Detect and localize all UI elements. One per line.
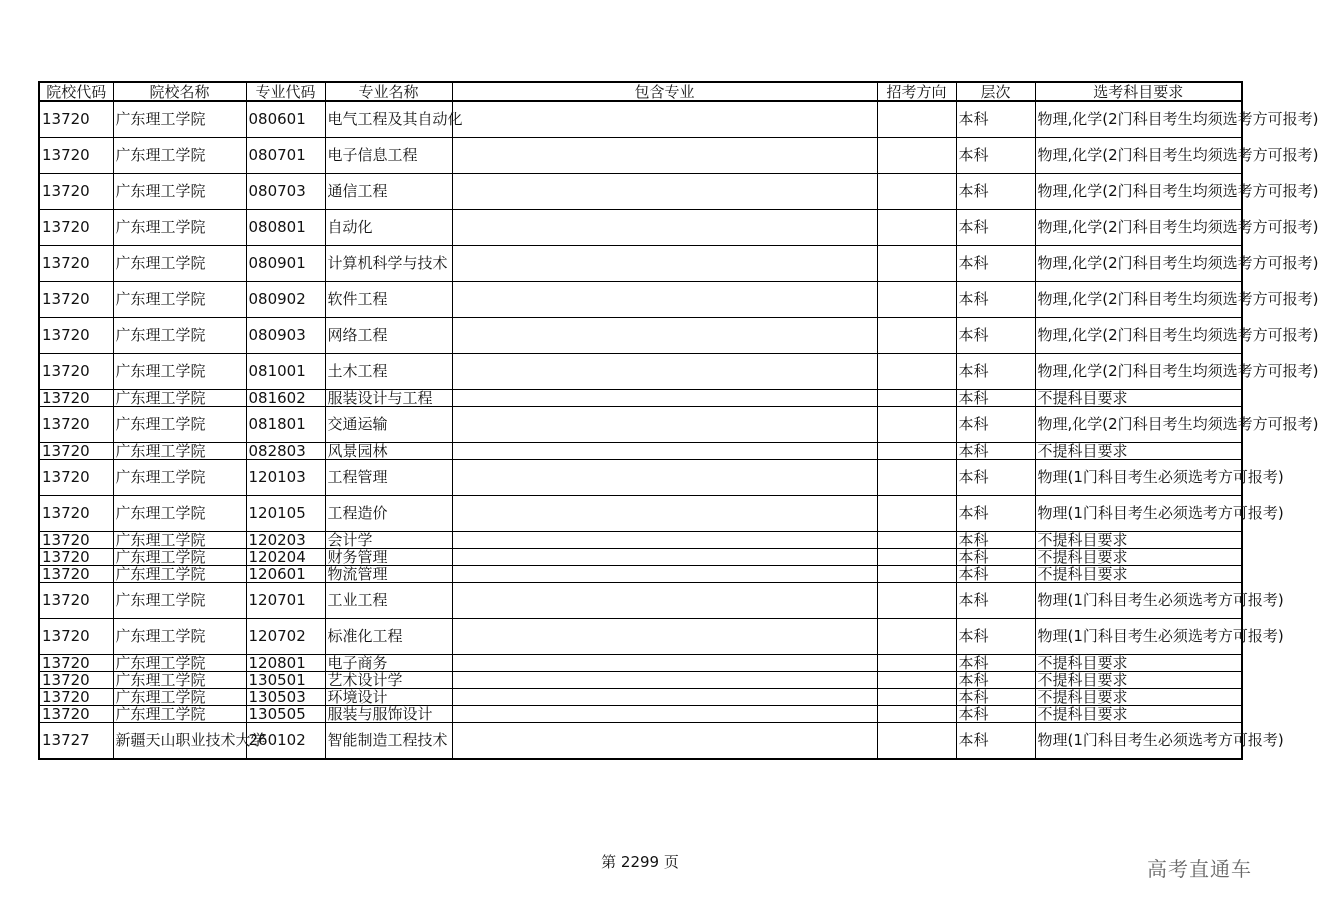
- cell-level: 本科: [956, 174, 1035, 210]
- cell-school-name: 广东理工学院: [113, 246, 246, 282]
- cell-level: 本科: [956, 101, 1035, 138]
- cell-school-code: 13720: [39, 318, 113, 354]
- cell-major-code: 080701: [246, 138, 325, 174]
- cell-school-code: 13727: [39, 723, 113, 760]
- cell-requirement: 物理(1门科目考生必须选考方可报考): [1035, 583, 1242, 619]
- cell-includes: [452, 460, 877, 496]
- table-row: [39, 246, 1242, 282]
- cell-includes: [452, 101, 877, 138]
- cell-requirement: 物理,化学(2门科目考生均须选考方可报考): [1035, 354, 1242, 390]
- cell-school-name: 广东理工学院: [113, 443, 246, 460]
- cell-major-code: 080901: [246, 246, 325, 282]
- cell-school-code: 13720: [39, 138, 113, 174]
- cell-major-name: 物流管理: [325, 566, 452, 583]
- cell-school-name: 广东理工学院: [113, 549, 246, 566]
- cell-major-code: 260102: [246, 723, 325, 760]
- cell-direction: [877, 689, 956, 706]
- cell-level: 本科: [956, 354, 1035, 390]
- table-row: [39, 496, 1242, 532]
- cell-level: 本科: [956, 706, 1035, 723]
- cell-school-code: 13720: [39, 532, 113, 549]
- cell-school-name: 广东理工学院: [113, 407, 246, 443]
- cell-includes: [452, 619, 877, 655]
- cell-school-name: 广东理工学院: [113, 496, 246, 532]
- cell-direction: [877, 246, 956, 282]
- cell-level: 本科: [956, 443, 1035, 460]
- cell-direction: [877, 496, 956, 532]
- cell-school-name: 广东理工学院: [113, 354, 246, 390]
- header-major-name: 专业名称: [325, 82, 452, 101]
- cell-major-name: 工程管理: [325, 460, 452, 496]
- cell-school-name: 广东理工学院: [113, 706, 246, 723]
- cell-requirement: 不提科目要求: [1035, 655, 1242, 672]
- cell-direction: [877, 138, 956, 174]
- cell-major-code: 080902: [246, 282, 325, 318]
- table-row: [39, 101, 1242, 138]
- cell-major-name: 交通运输: [325, 407, 452, 443]
- header-includes: 包含专业: [452, 82, 877, 101]
- cell-major-code: 080703: [246, 174, 325, 210]
- cell-major-name: 服装与服饰设计: [325, 706, 452, 723]
- cell-school-code: 13720: [39, 282, 113, 318]
- cell-school-name: 广东理工学院: [113, 282, 246, 318]
- cell-level: 本科: [956, 655, 1035, 672]
- cell-level: 本科: [956, 407, 1035, 443]
- table-row: [39, 460, 1242, 496]
- table-row: [39, 282, 1242, 318]
- cell-direction: [877, 583, 956, 619]
- cell-includes: [452, 443, 877, 460]
- table-row: [39, 655, 1242, 672]
- cell-requirement: 不提科目要求: [1035, 390, 1242, 407]
- cell-major-name: 工程造价: [325, 496, 452, 532]
- table-row: [39, 138, 1242, 174]
- cell-major-name: 会计学: [325, 532, 452, 549]
- cell-direction: [877, 532, 956, 549]
- cell-level: 本科: [956, 496, 1035, 532]
- table-row: [39, 549, 1242, 566]
- cell-includes: [452, 689, 877, 706]
- cell-major-name: 风景园林: [325, 443, 452, 460]
- cell-direction: [877, 549, 956, 566]
- table-row: [39, 532, 1242, 549]
- cell-school-name: 广东理工学院: [113, 174, 246, 210]
- cell-school-name: 广东理工学院: [113, 619, 246, 655]
- cell-major-code: 120601: [246, 566, 325, 583]
- cell-requirement: 物理,化学(2门科目考生均须选考方可报考): [1035, 174, 1242, 210]
- cell-school-code: 13720: [39, 689, 113, 706]
- cell-school-name: 新疆天山职业技术大学: [113, 723, 246, 760]
- cell-direction: [877, 407, 956, 443]
- cell-major-code: 120702: [246, 619, 325, 655]
- cell-major-code: 130505: [246, 706, 325, 723]
- cell-school-name: 广东理工学院: [113, 101, 246, 138]
- cell-major-name: 电子商务: [325, 655, 452, 672]
- cell-level: 本科: [956, 583, 1035, 619]
- cell-requirement: 物理(1门科目考生必须选考方可报考): [1035, 460, 1242, 496]
- cell-major-code: 080601: [246, 101, 325, 138]
- cell-requirement: 不提科目要求: [1035, 689, 1242, 706]
- cell-requirement: 物理,化学(2门科目考生均须选考方可报考): [1035, 210, 1242, 246]
- cell-major-code: 120701: [246, 583, 325, 619]
- cell-level: 本科: [956, 619, 1035, 655]
- cell-major-code: 130503: [246, 689, 325, 706]
- cell-requirement: 物理(1门科目考生必须选考方可报考): [1035, 619, 1242, 655]
- cell-requirement: 不提科目要求: [1035, 672, 1242, 689]
- cell-school-name: 广东理工学院: [113, 390, 246, 407]
- cell-school-code: 13720: [39, 672, 113, 689]
- cell-direction: [877, 672, 956, 689]
- cell-school-code: 13720: [39, 407, 113, 443]
- table-header: [39, 82, 1242, 101]
- cell-includes: [452, 583, 877, 619]
- cell-direction: [877, 174, 956, 210]
- cell-major-name: 通信工程: [325, 174, 452, 210]
- table-row: [39, 672, 1242, 689]
- cell-direction: [877, 390, 956, 407]
- cell-major-name: 工业工程: [325, 583, 452, 619]
- cell-direction: [877, 210, 956, 246]
- cell-major-name: 艺术设计学: [325, 672, 452, 689]
- table-row: [39, 583, 1242, 619]
- cell-requirement: 物理,化学(2门科目考生均须选考方可报考): [1035, 282, 1242, 318]
- cell-direction: [877, 706, 956, 723]
- cell-direction: [877, 354, 956, 390]
- table-row: [39, 443, 1242, 460]
- cell-requirement: 不提科目要求: [1035, 706, 1242, 723]
- table-row: [39, 318, 1242, 354]
- cell-level: 本科: [956, 460, 1035, 496]
- cell-major-name: 电气工程及其自动化: [325, 101, 452, 138]
- cell-level: 本科: [956, 318, 1035, 354]
- cell-school-code: 13720: [39, 655, 113, 672]
- cell-requirement: 物理,化学(2门科目考生均须选考方可报考): [1035, 318, 1242, 354]
- cell-includes: [452, 138, 877, 174]
- cell-includes: [452, 723, 877, 760]
- cell-direction: [877, 723, 956, 760]
- cell-major-name: 标准化工程: [325, 619, 452, 655]
- cell-major-name: 财务管理: [325, 549, 452, 566]
- table-row: [39, 407, 1242, 443]
- header-major-code: 专业代码: [246, 82, 325, 101]
- cell-major-code: 130501: [246, 672, 325, 689]
- cell-includes: [452, 318, 877, 354]
- cell-includes: [452, 549, 877, 566]
- cell-major-code: 081801: [246, 407, 325, 443]
- cell-level: 本科: [956, 549, 1035, 566]
- cell-major-code: 120105: [246, 496, 325, 532]
- cell-includes: [452, 496, 877, 532]
- cell-direction: [877, 460, 956, 496]
- cell-includes: [452, 407, 877, 443]
- cell-includes: [452, 246, 877, 282]
- cell-includes: [452, 354, 877, 390]
- cell-direction: [877, 566, 956, 583]
- cell-school-code: 13720: [39, 210, 113, 246]
- cell-school-code: 13720: [39, 496, 113, 532]
- watermark-logo-text: 高考直通车: [1147, 857, 1252, 881]
- cell-school-name: 广东理工学院: [113, 689, 246, 706]
- cell-major-name: 电子信息工程: [325, 138, 452, 174]
- cell-level: 本科: [956, 566, 1035, 583]
- table-body: [39, 101, 1319, 759]
- cell-level: 本科: [956, 210, 1035, 246]
- cell-school-name: 广东理工学院: [113, 583, 246, 619]
- cell-school-name: 广东理工学院: [113, 460, 246, 496]
- cell-major-code: 120204: [246, 549, 325, 566]
- table-row: [39, 566, 1242, 583]
- header-level: 层次: [956, 82, 1035, 101]
- cell-major-code: 081001: [246, 354, 325, 390]
- table-row: [39, 174, 1242, 210]
- cell-level: 本科: [956, 672, 1035, 689]
- cell-direction: [877, 443, 956, 460]
- cell-school-code: 13720: [39, 583, 113, 619]
- cell-school-name: 广东理工学院: [113, 566, 246, 583]
- table-row: [39, 723, 1242, 760]
- cell-requirement: 不提科目要求: [1035, 443, 1242, 460]
- cell-major-name: 环境设计: [325, 689, 452, 706]
- cell-level: 本科: [956, 390, 1035, 407]
- cell-requirement: 物理,化学(2门科目考生均须选考方可报考): [1035, 246, 1242, 282]
- cell-major-name: 自动化: [325, 210, 452, 246]
- cell-includes: [452, 174, 877, 210]
- cell-level: 本科: [956, 138, 1035, 174]
- cell-major-code: 081602: [246, 390, 325, 407]
- cell-school-name: 广东理工学院: [113, 210, 246, 246]
- cell-major-code: 080801: [246, 210, 325, 246]
- cell-major-name: 土木工程: [325, 354, 452, 390]
- cell-school-name: 广东理工学院: [113, 318, 246, 354]
- cell-major-code: 120103: [246, 460, 325, 496]
- cell-requirement: 不提科目要求: [1035, 566, 1242, 583]
- cell-direction: [877, 318, 956, 354]
- cell-major-name: 服装设计与工程: [325, 390, 452, 407]
- cell-school-code: 13720: [39, 460, 113, 496]
- cell-major-code: 080903: [246, 318, 325, 354]
- cell-direction: [877, 619, 956, 655]
- cell-includes: [452, 532, 877, 549]
- table-row: [39, 210, 1242, 246]
- header-requirement: 选考科目要求: [1035, 82, 1242, 101]
- cell-major-name: 网络工程: [325, 318, 452, 354]
- cell-school-name: 广东理工学院: [113, 138, 246, 174]
- cell-includes: [452, 706, 877, 723]
- cell-level: 本科: [956, 689, 1035, 706]
- table-row: [39, 689, 1242, 706]
- cell-school-name: 广东理工学院: [113, 672, 246, 689]
- cell-includes: [452, 672, 877, 689]
- cell-school-code: 13720: [39, 443, 113, 460]
- cell-includes: [452, 655, 877, 672]
- cell-includes: [452, 566, 877, 583]
- header-direction: 招考方向: [877, 82, 956, 101]
- cell-direction: [877, 101, 956, 138]
- table-row: [39, 706, 1242, 723]
- cell-requirement: 物理,化学(2门科目考生均须选考方可报考): [1035, 101, 1242, 138]
- cell-major-name: 计算机科学与技术: [325, 246, 452, 282]
- cell-direction: [877, 282, 956, 318]
- cell-level: 本科: [956, 282, 1035, 318]
- cell-major-code: 120203: [246, 532, 325, 549]
- cell-major-name: 软件工程: [325, 282, 452, 318]
- cell-school-name: 广东理工学院: [113, 655, 246, 672]
- cell-level: 本科: [956, 723, 1035, 760]
- cell-school-code: 13720: [39, 390, 113, 407]
- cell-includes: [452, 390, 877, 407]
- cell-major-name: 智能制造工程技术: [325, 723, 452, 760]
- cell-school-code: 13720: [39, 246, 113, 282]
- cell-level: 本科: [956, 532, 1035, 549]
- table-row: [39, 354, 1242, 390]
- cell-school-name: 广东理工学院: [113, 532, 246, 549]
- cell-school-code: 13720: [39, 101, 113, 138]
- cell-includes: [452, 210, 877, 246]
- cell-major-code: 082803: [246, 443, 325, 460]
- cell-major-code: 120801: [246, 655, 325, 672]
- cell-requirement: 物理,化学(2门科目考生均须选考方可报考): [1035, 138, 1242, 174]
- cell-level: 本科: [956, 246, 1035, 282]
- cell-requirement: 物理,化学(2门科目考生均须选考方可报考): [1035, 407, 1242, 443]
- cell-requirement: 物理(1门科目考生必须选考方可报考): [1035, 496, 1242, 532]
- table-row: [39, 390, 1242, 407]
- header-school-code: 院校代码: [39, 82, 113, 101]
- cell-school-code: 13720: [39, 566, 113, 583]
- cell-requirement: 不提科目要求: [1035, 532, 1242, 549]
- cell-requirement: 不提科目要求: [1035, 549, 1242, 566]
- table-row: [39, 619, 1242, 655]
- cell-school-code: 13720: [39, 549, 113, 566]
- cell-school-code: 13720: [39, 354, 113, 390]
- admission-table: [38, 81, 1319, 760]
- cell-includes: [452, 282, 877, 318]
- page-number: 第 2299 页: [601, 853, 679, 871]
- cell-school-code: 13720: [39, 174, 113, 210]
- cell-school-code: 13720: [39, 706, 113, 723]
- cell-requirement: 物理(1门科目考生必须选考方可报考): [1035, 723, 1242, 760]
- cell-direction: [877, 655, 956, 672]
- header-school-name: 院校名称: [113, 82, 246, 101]
- cell-school-code: 13720: [39, 619, 113, 655]
